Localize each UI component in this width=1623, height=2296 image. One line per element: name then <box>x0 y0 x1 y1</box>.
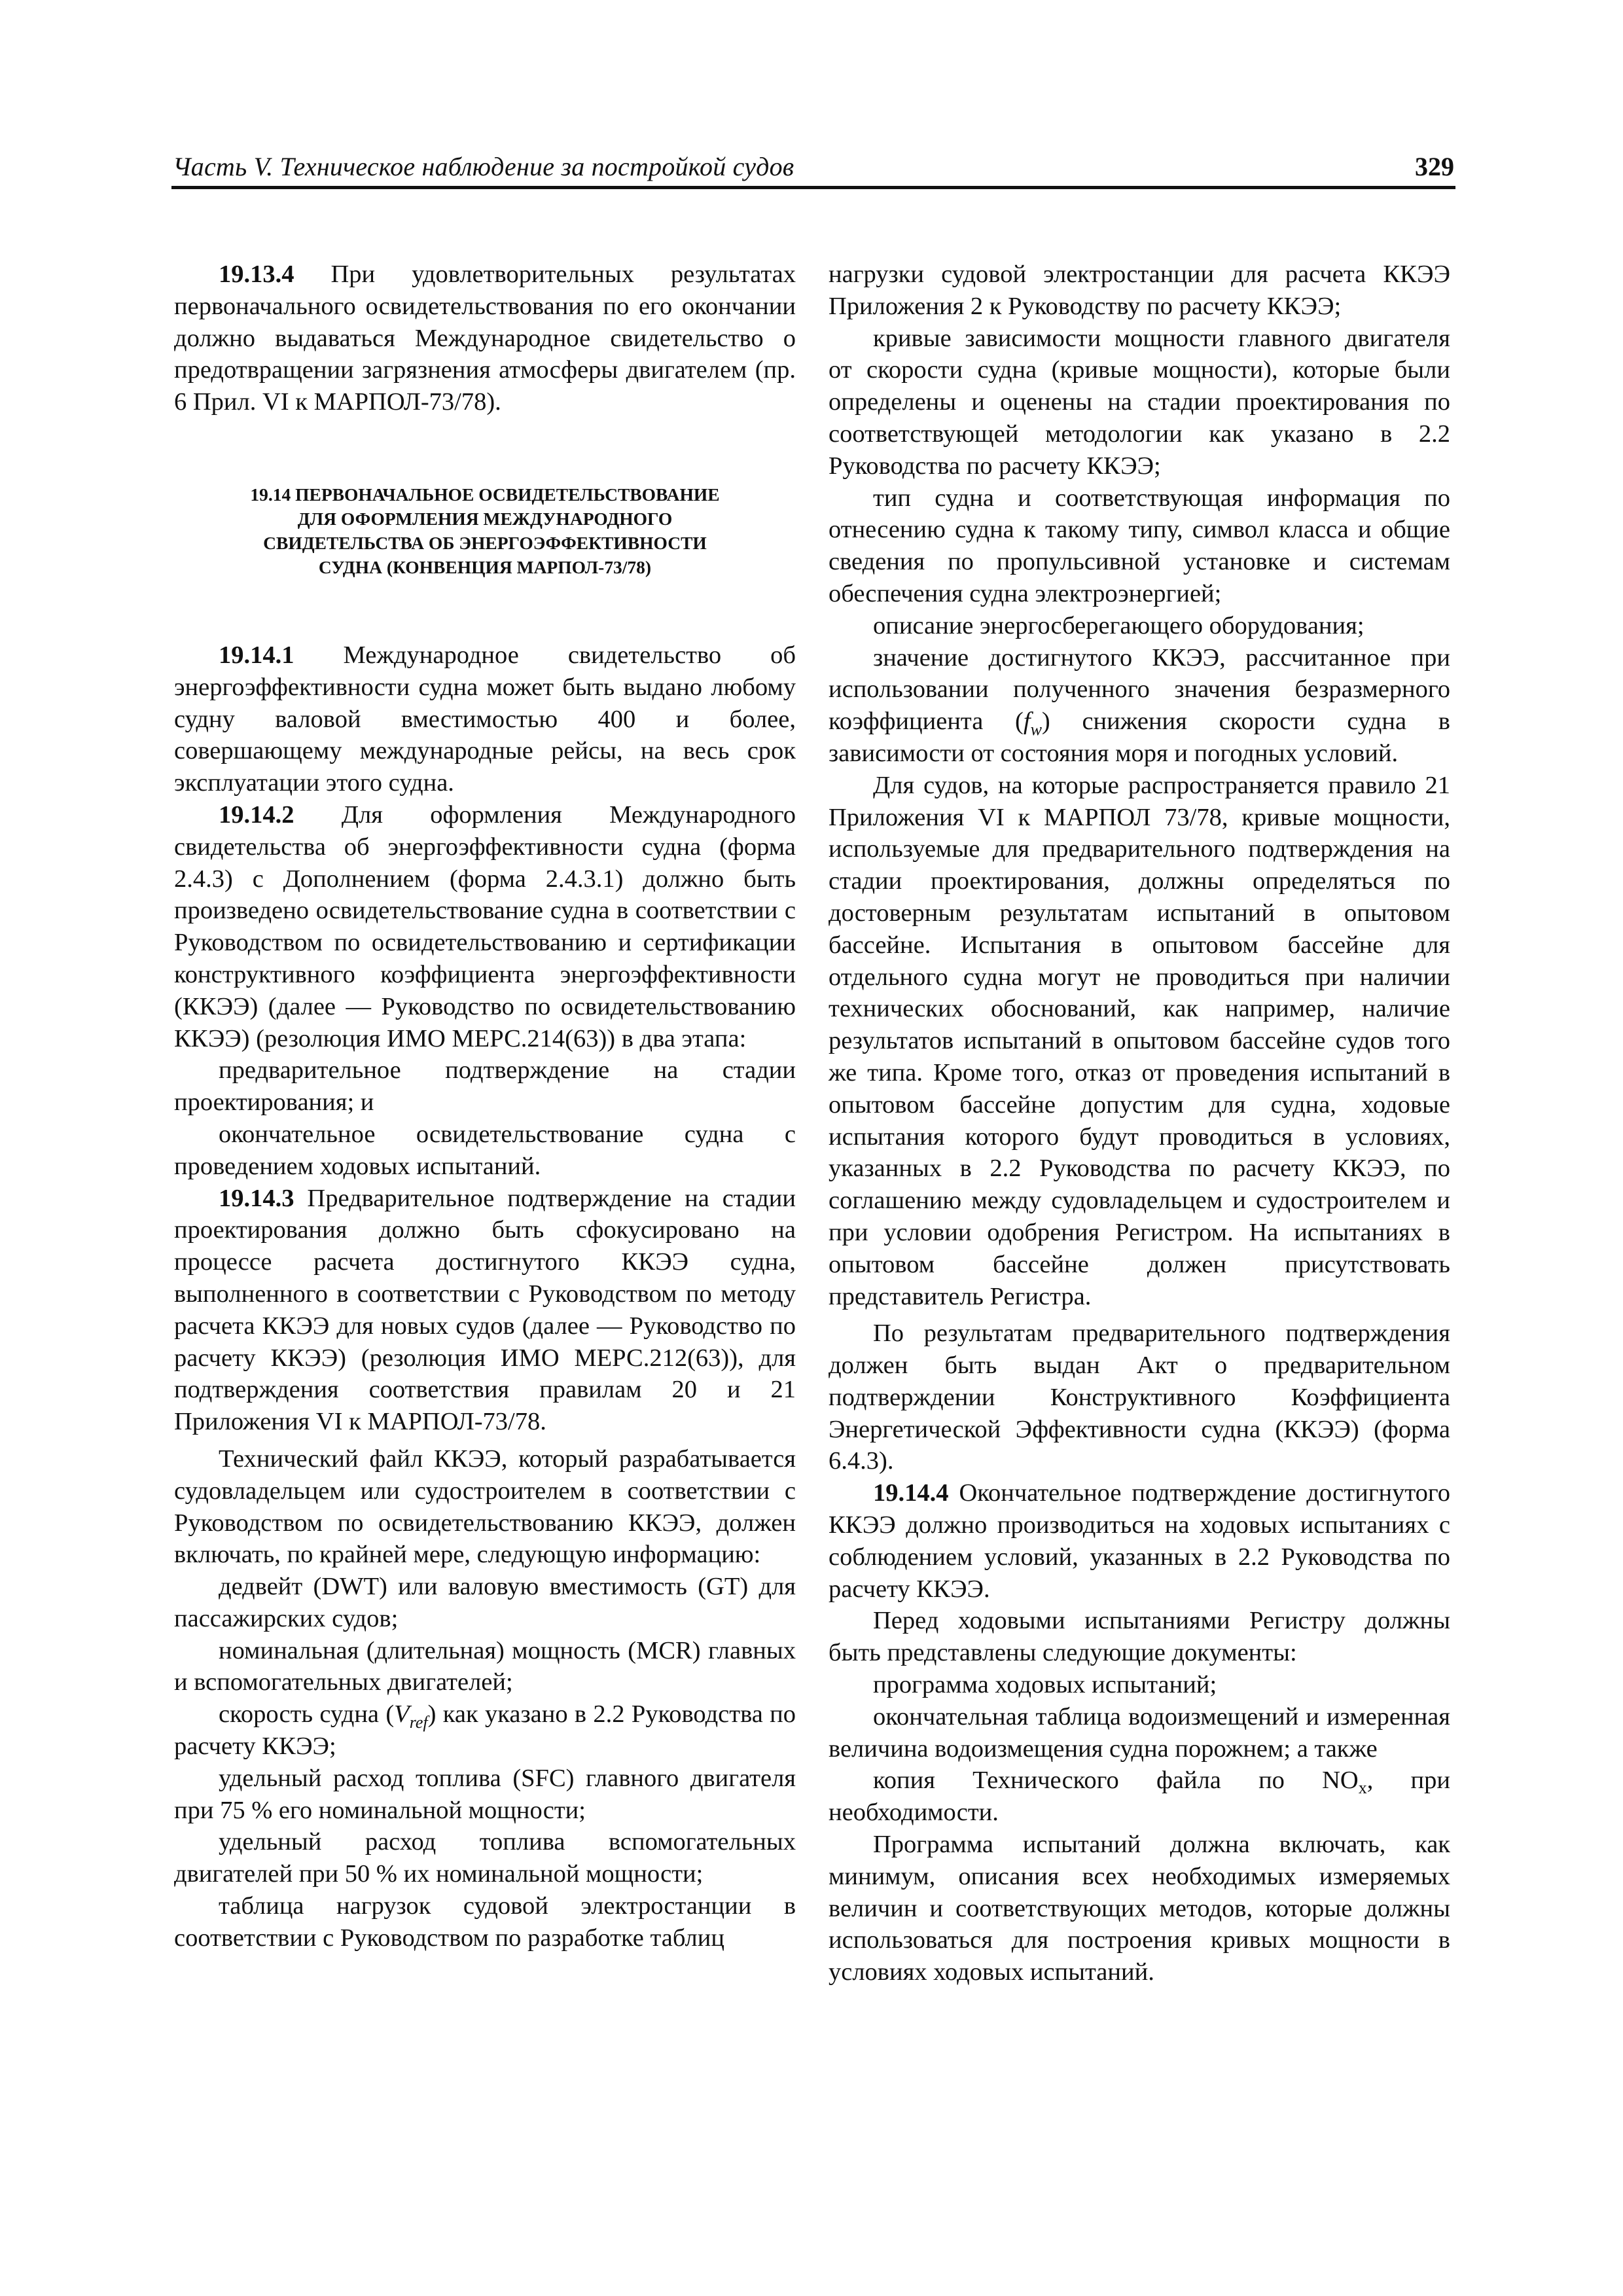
list-item-sfc-main: удельный расход топлива (SFC) главного двигателя при 75 % его номинальной мощности; <box>174 1764 796 1824</box>
paragraph-trials-program: Программа испытаний должна включать, как минимум, описания всех необходимых измеряемых величин и соответствующих методов, которые должны использоваться для построения кривых мощности в условиях ходовых испытаний. <box>829 1831 1450 1986</box>
text-fragment: копия Технического файла по NO <box>873 1767 1359 1795</box>
paragraph-19-14-3 <box>174 1183 796 1438</box>
list-item-mcr: номинальная (длительная) мощность (MCR) главных и вспомогательных двигателей; <box>174 1636 796 1696</box>
list-item-trials-program: программа ходовых испытаний; <box>873 1671 1217 1699</box>
left-column <box>174 259 796 1954</box>
section-heading-line: СВИДЕТЕЛЬСТВА ОБ ЭНЕРГОЭФФЕКТИВНОСТИ <box>263 532 707 553</box>
list-item-sfc-aux: удельный расход топлива вспомогательных двигателей при 50 % их номинальной мощности; <box>174 1828 796 1888</box>
list-item-nox-file <box>829 1765 1450 1829</box>
list-item-power-curves: кривые зависимости мощности главного двигателя от скорости судна (кривые мощности), которые были определены и оценены на стадии проектирования по соответствующей методологии как указано в 2.2 Руководства по расчету ККЭЭ; <box>829 324 1450 480</box>
paragraph-19-14-2 <box>174 799 796 1054</box>
list-item-ship-type: тип судна и соответствующая информация по отнесению судна к такому типу, символ класса и общие сведения по пропульсивной установке и системам обеспечения судна электроэнергией; <box>829 484 1450 607</box>
running-title: Часть V. Техническое наблюдение за постройкой судов <box>173 152 794 181</box>
section-heading-line: СУДНА (КОНВЕНЦИЯ МАРПОЛ-73/78) <box>318 556 652 577</box>
text-fragment: значение достигнутого ККЭЭ, рассчитанное при использовании полученного значения безразмерного коэффициента ( <box>829 643 1450 736</box>
list-item-energy-saving: описание энергосберегающего оборудования; <box>873 611 1364 639</box>
section-heading-line: 19.14 ПЕРВОНАЧАЛЬНОЕ ОСВИДЕТЕЛЬСТВОВАНИЕ <box>250 484 720 505</box>
clause-number: 19.14.1 <box>219 641 294 669</box>
symbol-f: f <box>1023 708 1031 736</box>
section-heading-19-14 <box>174 482 796 579</box>
clause-number: 19.14.3 <box>219 1184 294 1212</box>
list-item-displacement-table: окончательная таблица водоизмещений и измеренная величина водоизмещения судна порожнем; а также <box>829 1702 1450 1763</box>
subscript-ref: ref <box>409 1713 428 1732</box>
paragraph-docs-intro: Перед ходовыми испытаниями Регистру должны быть представлены следующие документы: <box>829 1607 1450 1667</box>
paragraph-text: Международное свидетельство об энергоэффективности судна может быть выдано любому судну валовой вместимостью 400 и более, совершающему международные рейсы, на весь срок эксплуатации этого судна. <box>174 641 796 797</box>
paragraph-act: По результатам предварительного подтверждения должен быть выдан Акт о предварительном подтверждении Конструктивного Коэффициента Энергетической Эффективности судна (ККЭЭ) (форма 6.4.3). <box>829 1319 1450 1475</box>
subscript-w: w <box>1030 720 1042 740</box>
paragraph-19-14-1 <box>174 639 796 799</box>
list-item-stage-1: предварительное подтверждение на стадии проектирования; и <box>174 1056 796 1117</box>
text-fragment: ) снижения скорости судна в зависимости от состояния моря и погодных условий. <box>829 708 1450 767</box>
paragraph-19-14-4 <box>829 1477 1450 1605</box>
paragraph-text: Окончательное подтверждение достигнутого ККЭЭ должно производиться на ходовых испытаниях с соблюдением условий, указанных в 2.2 Руководства по расчету ККЭЭ. <box>829 1479 1450 1603</box>
page-number: 329 <box>1415 152 1454 181</box>
list-item-stage-2: окончательное освидетельствование судна с проведением ходовых испытаний. <box>174 1120 796 1180</box>
list-item-load-table-continued: нагрузки судовой электростанции для расчета ККЭЭ Приложения 2 к Руководству по расчету ККЭЭ; <box>829 260 1450 320</box>
clause-number: 19.14.4 <box>873 1479 949 1507</box>
text-fragment: ) как указано в 2.2 Руководства по расчету ККЭЭ; <box>174 1700 796 1761</box>
text-fragment: скорость судна ( <box>219 1700 395 1729</box>
paragraph-tech-file-intro: Технический файл ККЭЭ, который разрабатывается судовладельцем или судостроителем в соответствии с Руководством по освидетельствованию ККЭЭ, должен включать, по крайней мере, следующую информацию: <box>174 1444 796 1569</box>
section-heading-line: ДЛЯ ОФОРМЛЕНИЯ МЕЖДУНАРОДНОГО <box>297 508 673 529</box>
paragraph-rule-21: Для судов, на которые распространяется правило 21 Приложения VI к МАРПОЛ 73/78, кривые мощности, используемые для предварительного подтверждения на стадии проектирования, должны определяться по достоверным результатам испытаний в опытовом бассейне. Испытания в опытовом бассейне для отдельного судна могут не проводиться при наличии технических обоснований, как например, наличие результатов испытаний в опытовом бассейне судов того же типа. Кроме того, отказ от проведения испытаний в опытовом бассейне допустим для судна, ходовые испытания которого будут проводиться в условиях, указанных в 2.2 Руководства по расчету ККЭЭ, по соглашению между судовладельцем и судостроителем и при условии одобрения Регистром. На испытаниях в опытовом бассейне должен присутствовать представитель Регистра. <box>829 771 1450 1310</box>
text-fragment: , при необходимости. <box>829 1767 1451 1827</box>
list-item-dwt: дедвейт (DWT) или валовую вместимость (GT) для пассажирских судов; <box>174 1573 796 1632</box>
clause-number: 19.13.4 <box>219 260 294 288</box>
subscript-x: x <box>1358 1778 1367 1798</box>
paragraph-text: Предварительное подтверждение на стадии проектирования должно быть сфокусировано на процессе расчета достигнутого ККЭЭ судна, выполненного в соответствии с Руководством по методу расчета ККЭЭ для новых судов (далее — Руководство по расчету ККЭЭ) (резолюция ИМО МЕРС.212(63)), для подтверждения соответствия правилам 20 и 21 Приложения VI к МАРПОЛ-73/78. <box>174 1184 796 1436</box>
symbol-v: V <box>394 1700 410 1729</box>
paragraph-text: При удовлетворительных результатах первоначального освидетельствования по его окончании должно выдаваться Международное свидетельство о предотвращении загрязнения атмосферы двигателем (пр. 6 Прил. VI к МАРПОЛ-73/78). <box>174 260 796 416</box>
running-header <box>171 145 1455 189</box>
clause-number: 19.14.2 <box>219 800 294 829</box>
paragraph-19-13-4 <box>174 259 796 418</box>
paragraph-text: Для оформления Международного свидетельства об энергоэффективности судна (форма 2.4.3) с Дополнением (форма 2.4.3.1) должно быть произведено освидетельствование судна в соответствии с Руководством по освидетельствованию и сертификации конструктивного коэффициента энергоэффективности (ККЭЭ) (далее — Руководство по освидетельствованию ККЭЭ) (резолюция ИМО МЕРС.214(63)) в два этапа: <box>174 800 796 1052</box>
right-column <box>829 259 1450 1988</box>
list-item-speed <box>174 1698 796 1763</box>
list-item-load-table: таблица нагрузок судовой электростанции в соответствии с Руководством по разработке таблиц <box>174 1892 796 1952</box>
list-item-attained-eedi <box>829 642 1450 770</box>
